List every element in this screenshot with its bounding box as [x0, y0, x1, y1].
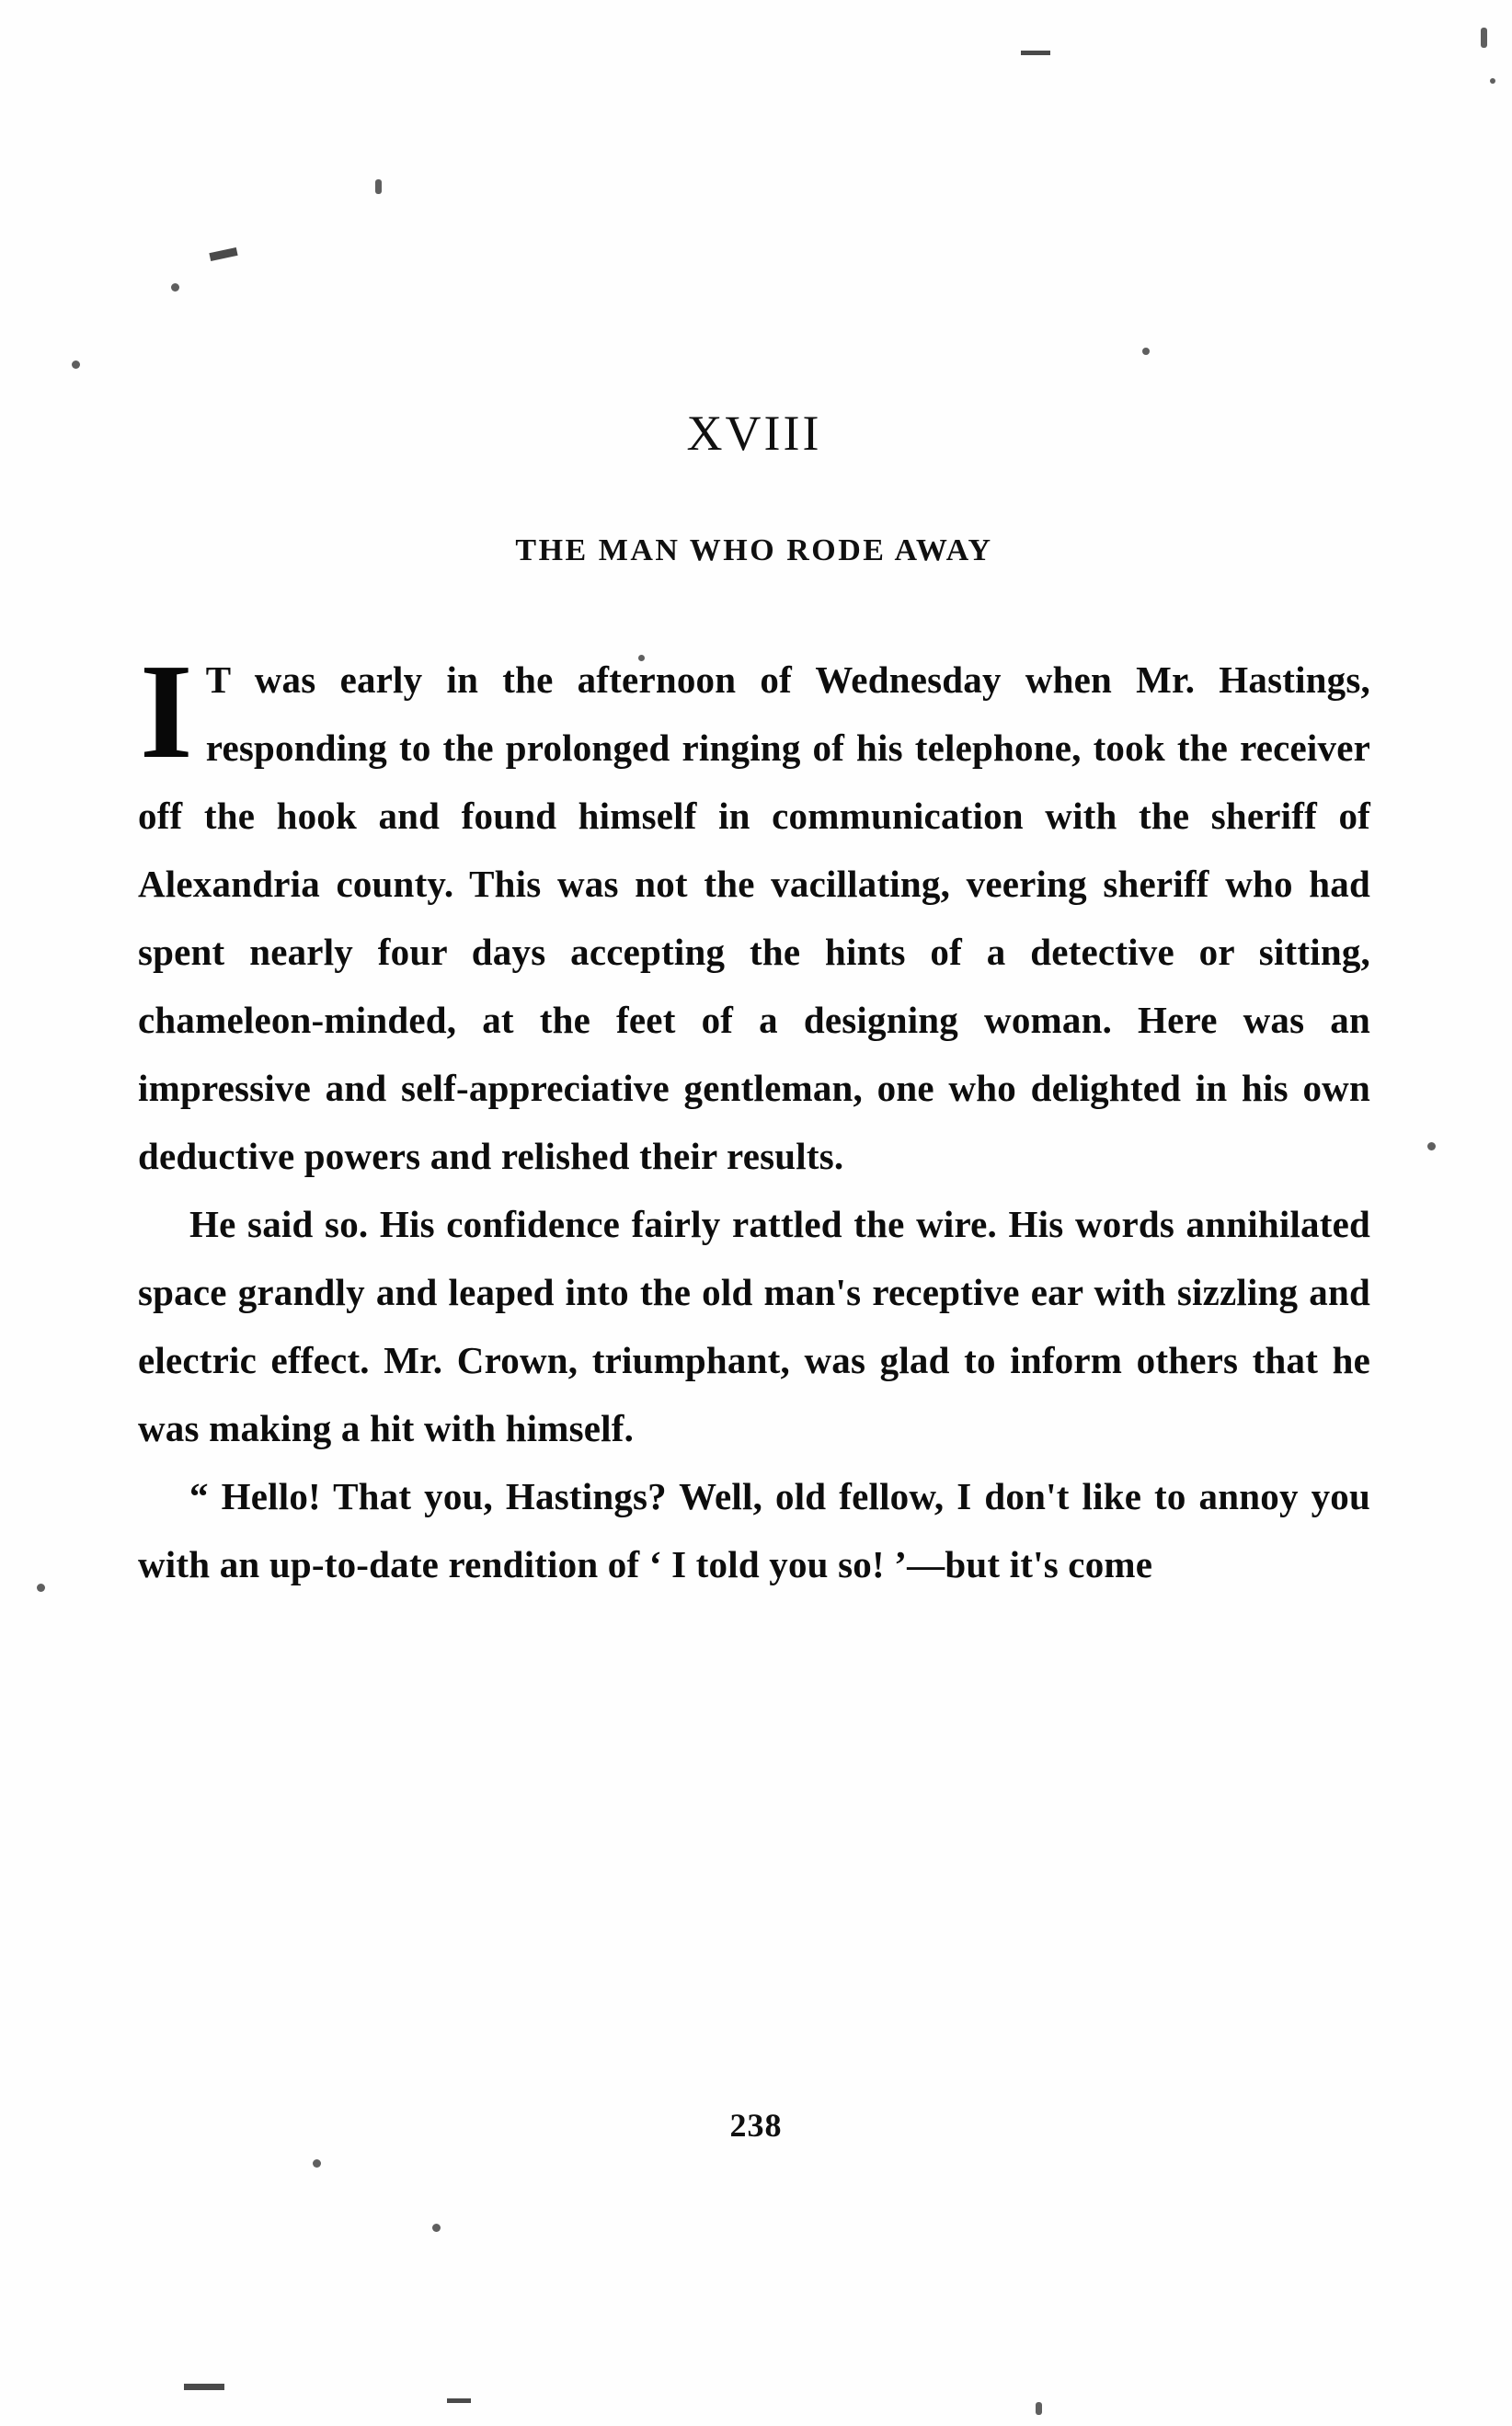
scan-artifact-speck: [1481, 28, 1487, 48]
scan-artifact-dash-bottom-left: [184, 2384, 224, 2390]
chapter-number: XVIII: [686, 406, 822, 461]
paragraph-first-text: T was early in the afternoon of Wednesday when Mr. Hastings, responding to the prolonged ringing of his telephone, took the receiver off the hook and found himself in communication with the sheriff of Alexandria county. This was not the vacillating, veering sheriff who had spent nearly four days accepting the hints of a detective or sitting, chameleon-minded, at the feet of a designing woman. Here was an impressive and self-appreciative gentleman, one who delighted in his own deductive powers and relished their results.: [138, 658, 1370, 1177]
scan-artifact-speck: [1142, 348, 1150, 355]
scan-artifact-speck: [72, 360, 80, 369]
paragraph-first: [138, 636, 1370, 1190]
paragraph-third: “ Hello! That you, Hastings? Well, old fellow, I don't like to annoy you with an up-to-date rendition of ‘ I told you so! ’—but it's come: [138, 1475, 1370, 1585]
page-text-block: [138, 405, 1370, 1598]
drop-cap-letter: I: [140, 636, 193, 787]
page-number: 238: [729, 2107, 783, 2144]
scan-artifact-dash-left: [209, 247, 237, 261]
paragraph-second: He said so. His confidence fairly rattled the wire. His words annihilated space grandly and leaped into the old man's receptive ear with sizzling and electric effect. Mr. Crown, triumphant, was glad to inform others that he was making a hit with himself.: [138, 1203, 1370, 1449]
scan-artifact-speck: [1490, 78, 1495, 84]
scan-artifact-speck: [313, 2159, 321, 2168]
scan-artifact-speck: [432, 2224, 441, 2232]
scan-artifact-dash-top: [1021, 51, 1050, 55]
scan-artifact-speck: [1427, 1142, 1436, 1150]
scan-artifact-speck: [375, 179, 382, 194]
scan-artifact-dash-bottom-mid: [447, 2398, 471, 2403]
chapter-title: THE MAN WHO RODE AWAY: [515, 533, 993, 567]
scan-artifact-speck: [171, 283, 179, 292]
scan-artifact-speck: [37, 1584, 45, 1592]
scan-artifact-speck: [1036, 2402, 1042, 2415]
